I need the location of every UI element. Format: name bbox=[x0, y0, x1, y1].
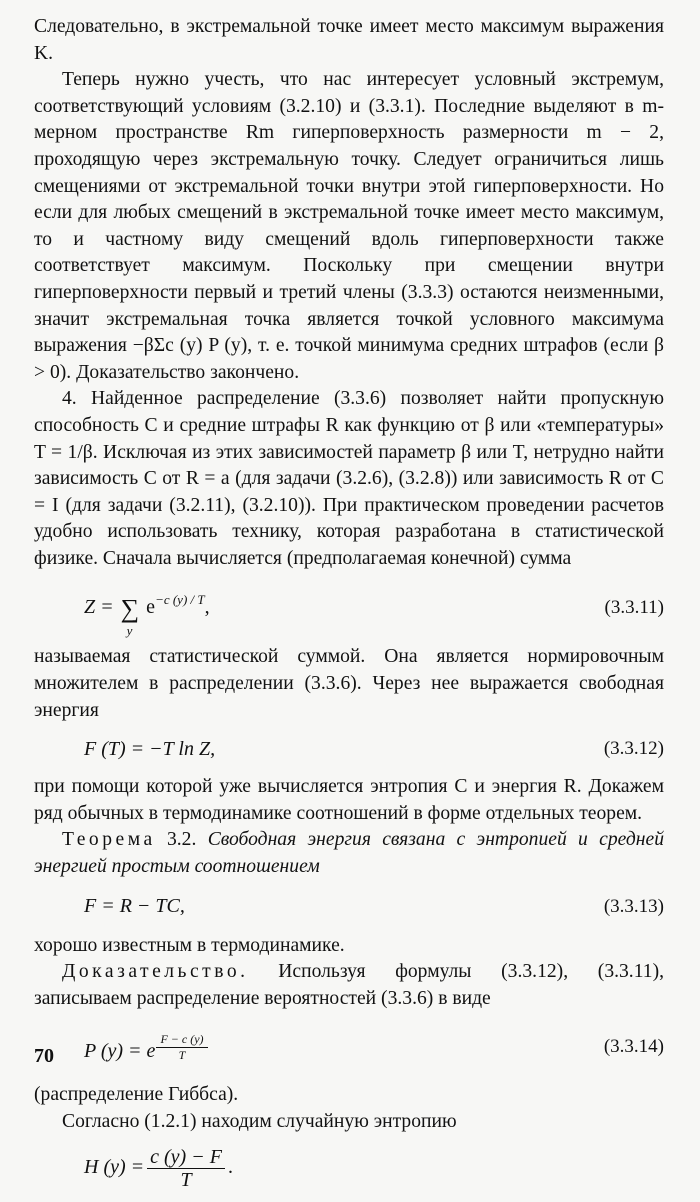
eq-h-lhs: H (y) = bbox=[84, 1156, 145, 1179]
eq-h-denominator: T bbox=[180, 1169, 192, 1192]
paragraph-theorem-3-2 bbox=[34, 827, 664, 880]
equation-3-3-12-formula: F (T) = −T ln Z, bbox=[84, 737, 216, 760]
equation-random-entropy-formula bbox=[84, 1146, 233, 1191]
eq11-exponent: −c (y) / T bbox=[155, 592, 205, 608]
paragraph-distribution-technique: 4. Найденное распределение (3.3.6) позволяет найти пропускную способность C и средние штрафы R как функцию от β или «температуры» T = 1/β. Исключая из этих зависимостей параметр β или T, нетрудно найти зависимость C от R = a (для задачи (3.2.6), (3.2.8)) или зависимость R от C = I (для задачи (3.2.11), (3.2.10)). При практическом проведении расчетов удобно использовать технику, которая разработана в статистической физике. Сначала вычисляется (предполагаемая конечной) сумма bbox=[34, 388, 664, 569]
eq14-lhs: P (y) = e bbox=[84, 1039, 156, 1062]
sum-index: y bbox=[126, 623, 133, 639]
equation-3-3-13 bbox=[34, 881, 664, 933]
paragraph-proof bbox=[34, 959, 664, 1012]
sum-symbol: ∑ y bbox=[120, 594, 140, 639]
equation-number: (3.3.12) bbox=[603, 738, 664, 760]
equation-number: (3.3.11) bbox=[604, 597, 664, 619]
theorem-label: Теорема bbox=[62, 829, 156, 851]
paragraph-conditional-extremum: Теперь нужно учесть, что нас интересует условный экстремум, соответствующий условиям (3.2.10) и (3.3.1). Последние выделяют в m-мерном пространстве Rm гиперповерхность размерности m − 2, проходящую через экстремальную точку. Следует ограничиться лишь смещениями от экстремальной точки внутри этой гиперповерхности. Но если для любых смещений в экстремальной точке имеет место максимум, то и частному виду смещений вдоль гиперповерхности также соответствует максимум. Поскольку при смещении внутри гиперповерхности первый и третий члены (3.3.3) остаются неизменными, значит экстремальная точка является точкой условного максимума выражения −βΣc (y) P (y), т. е. точкой минимума средних штрафов (если β > 0). Доказательство закончено. bbox=[34, 69, 664, 383]
eq14-exponent-fraction bbox=[156, 1032, 207, 1063]
paragraph-conclusion-max: Следовательно, в экстремальной точке имеет место максимум выражения K. bbox=[34, 16, 664, 64]
paragraph-entropy-energy: при помощи которой уже вычисляется энтропия C и энергия R. Докажем ряд обычных в термодинамике соотношений в форме отдельных теорем. bbox=[34, 776, 664, 824]
eq-h-numerator: c (y) − F bbox=[147, 1146, 225, 1169]
paragraph-gibbs: (распределение Гиббса). bbox=[34, 1084, 239, 1106]
eq-h-tail: . bbox=[227, 1156, 233, 1179]
theorem-statement: Свободная энергия связана с энтропией и средней энергией простым соотношением bbox=[34, 829, 664, 878]
equation-3-3-11 bbox=[34, 572, 664, 644]
paragraph-random-entropy: Согласно (1.2.1) находим случайную энтропию bbox=[62, 1111, 457, 1132]
theorem-number: 3.2. bbox=[166, 829, 197, 851]
eq11-base: e bbox=[146, 596, 156, 619]
paragraph-partition-function: называемая статистической суммой. Она является нормировочным множителем в распределении (3.3.6). Через нее выражается свободная энергия bbox=[34, 646, 664, 721]
proof-label: Доказательство. bbox=[62, 961, 249, 983]
equation-3-3-11-formula bbox=[84, 592, 210, 639]
equation-3-3-14-formula bbox=[84, 1032, 208, 1063]
eq-h-fraction bbox=[147, 1146, 225, 1191]
equation-random-entropy bbox=[34, 1136, 664, 1202]
equation-3-3-13-formula: F = R − TC, bbox=[84, 895, 185, 918]
equation-number: (3.3.13) bbox=[603, 895, 664, 917]
equation-3-3-14 bbox=[34, 1012, 664, 1082]
eq14-exp-numerator: F − c (y) bbox=[156, 1032, 207, 1048]
paragraph-known-in-thermodynamics: хорошо известным в термодинамике. bbox=[34, 934, 345, 956]
page-number: 70 bbox=[34, 1045, 54, 1067]
equation-3-3-12 bbox=[34, 724, 664, 774]
eq14-exp-denominator: T bbox=[178, 1047, 186, 1062]
equation-number: (3.3.14) bbox=[603, 1036, 664, 1058]
proof-text: Используя формулы (3.3.12), (3.3.11), записываем распределение вероятностей (3.3.6) в виде bbox=[34, 961, 664, 1009]
eq11-lhs: Z = bbox=[84, 596, 114, 619]
eq11-tail: , bbox=[204, 596, 210, 619]
